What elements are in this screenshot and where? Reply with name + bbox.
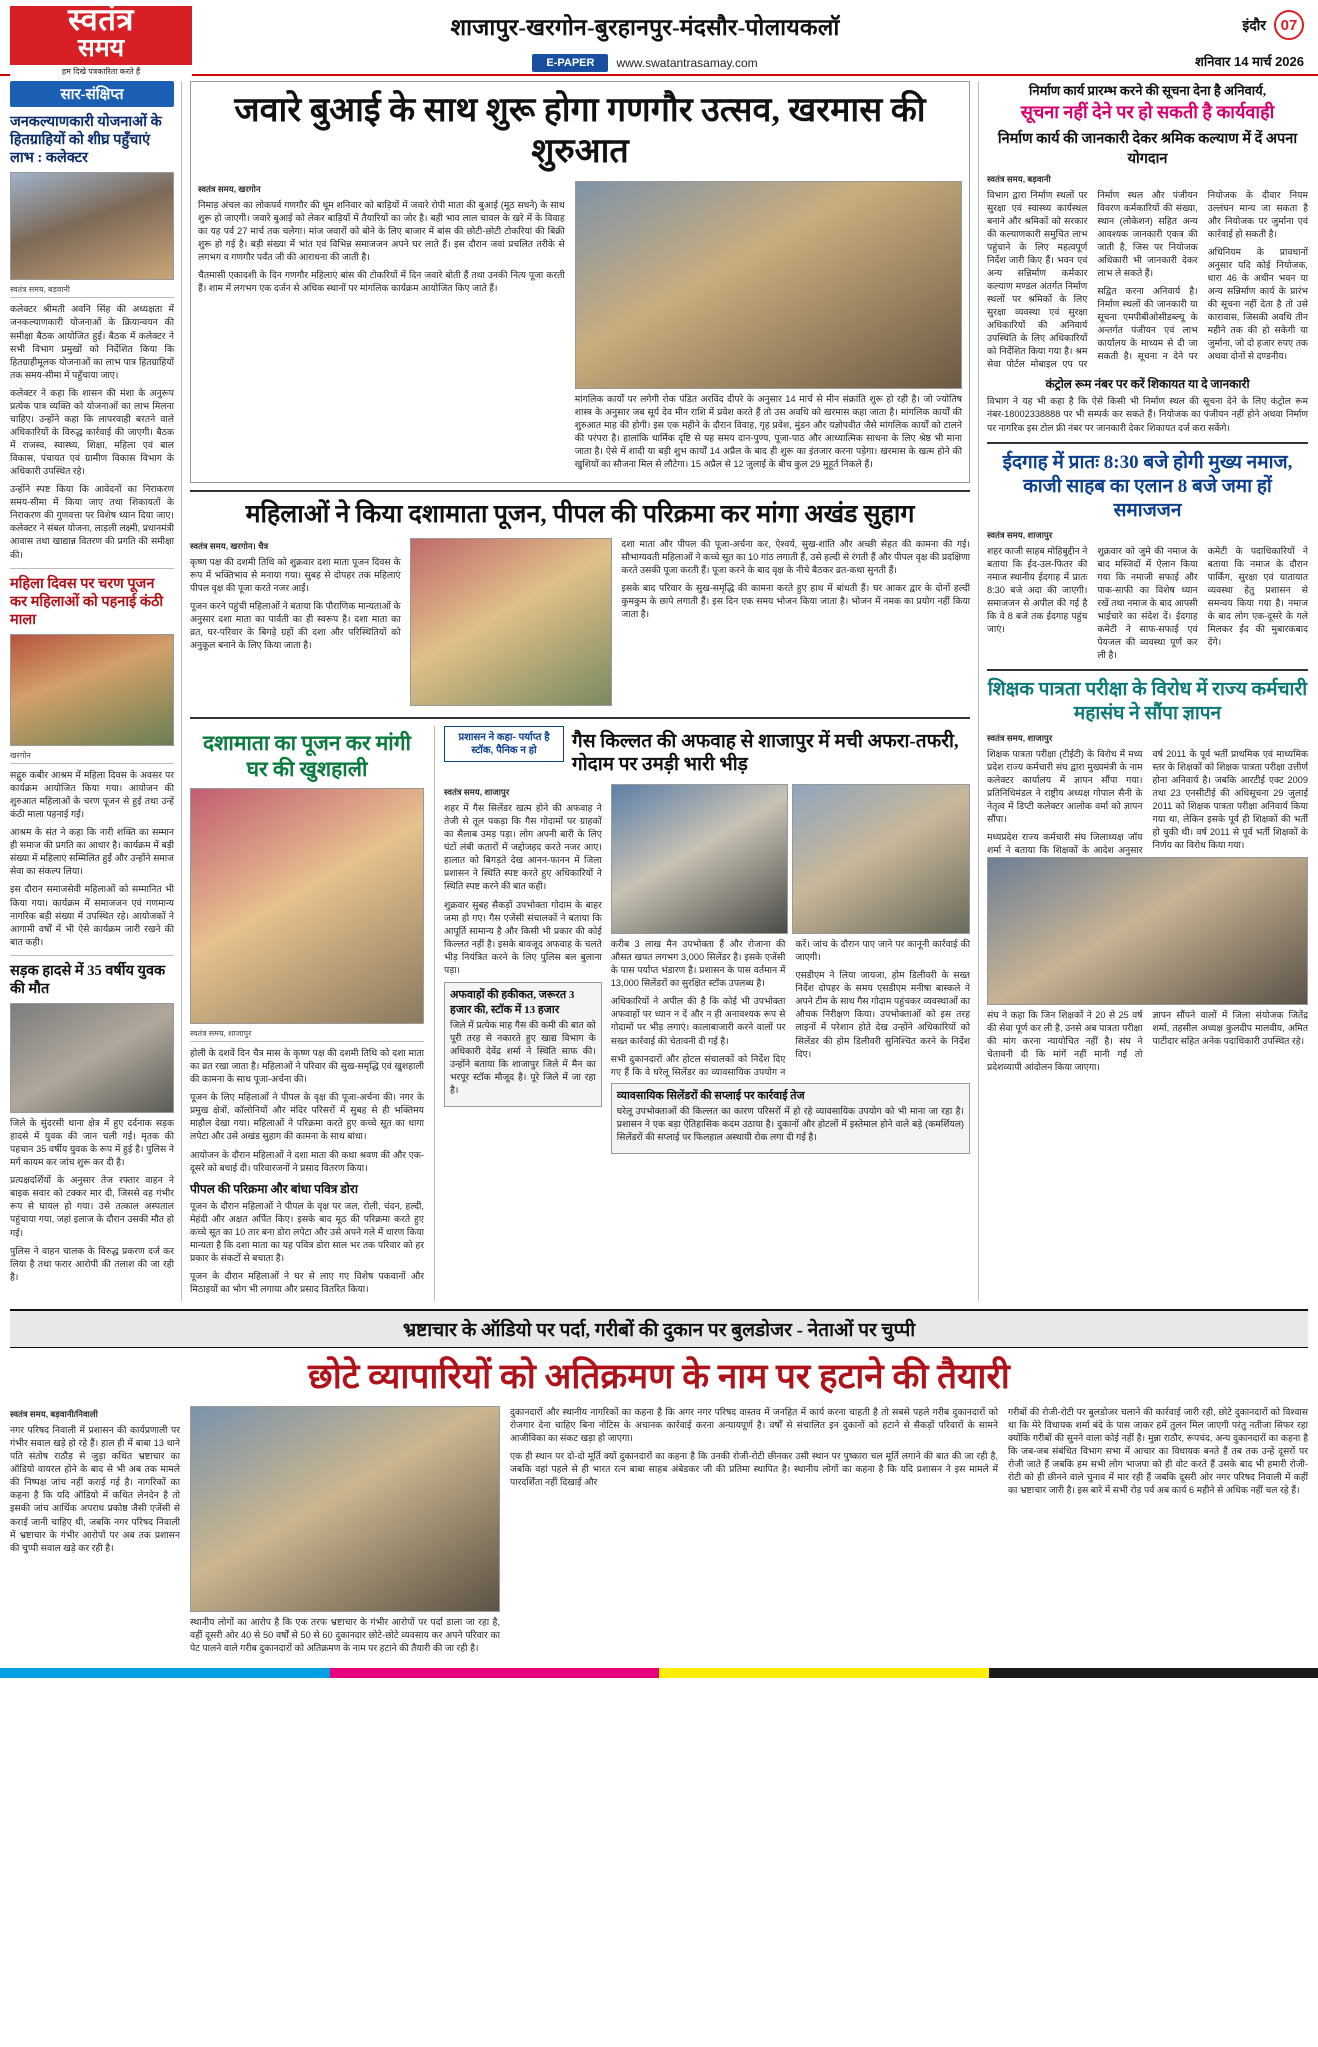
gas-para-3: करीब 3 लाख मैन उपभोक्ता हैं और रोजाना की औसत खपत लगभग 3,000 सिलेंडर है। इसके एजेंसी के पास पर्याप्त भंडारण है। प्रशासन के पास वर्तमान में 13,000 सिलेंडरों का सुरक्षित स्टॉक उपलब्ध है। (610, 939, 786, 989)
bottom-para-4: एक ही स्थान पर दो-दो मूर्ति क्यों दुकानदारों का कहना है कि उनकी रोजी-रोटी छीनकर उसी स्थान पर पुष्कारा चल मूर्ति लगाने की बात की जा रही है, जबकि वहां पहले से ही भारत रत्न बाबा साहब अंबेडकर जी की प्रतिमा स्थापित है। स्थानीय लोगों का कहना है कि यदि प्रशासन ने इस मामले में पारदर्शिता नहीं दिखाई और (510, 1451, 998, 1488)
gas-photo-1 (611, 784, 789, 934)
dashamata-headline: दशामाता का पूजन कर मांगी घर की खुशहाली (203, 730, 411, 781)
gas-para-6: एसडीएम ने लिया जायजा, होम डिलीवरी के सख्त निर्देश दोपहर के समय एसडीएम मनीषा बास्कले ने अपने टीम के साथ गैस गोदाम पहुंचकर व्यवस्थाओं का औचक निरीक्षण किया। उपभोक्ताओं को इस तरह लाइनों में परेशान होते देख उन्होंने अधिकारियों को सिलेंडर की होम डिलीवरी सुनिश्चित करने के निर्देश दिए। (795, 970, 970, 1059)
eidgah-story (987, 451, 1308, 663)
sidebar-column (10, 81, 182, 1301)
bottom-col-4 (1008, 1406, 1308, 1660)
nirman-subhead: निर्माण कार्य की जानकारी देकर श्रमिक कल्याण में दें अपना योगदान (997, 130, 1298, 167)
logo-tagline: हम दिखे पत्रकारिता करते हैं (10, 65, 192, 78)
eidgah-para-1: शहर काजी साहब मोहिबुद्दीन ने बताया कि ईद-उल-फितर की नमाज स्थानीय ईदगाह में प्रातः 8:30 बजे अदा की जाएगी। समाजजन से अपील की गई है कि वे 8 बजे तक ईदगाह पहुंच जाएं। (987, 545, 1088, 634)
nirman-para-3: अधिनियम के प्रावधानों अनुसार यदि कोई नियोजक, धारा 46 के अधीन भवन या अन्य सन्निर्माण कार्य के प्रारंभ की सूचना नहीं देता है तो उसे कारावास, जिसकी अवधि तीन महीने तक की हो सकेगी या जुर्माना, जो दो हजार रुपए तक अथवा दोनों से दण्डनीय। (1207, 246, 1308, 362)
dasha-para-1: कृष्ण पक्ष की दशमी तिथि को शुक्रवार दशा माता पूजन दिवस के रूप में भक्तिभाव से मनाया गया। सुबह से दोपहर तक महिलाएं पीपल वृक्ष की पूजा करते नजर आईं। (190, 556, 401, 593)
dasha-para-3: दशा माता और पीपल की पूजा-अर्चना कर, ऐश्वर्य, सुख-शांति और अच्छी सेहत की कामना की गई। सौभाग्यवती महिलाओं ने कच्चे सूत का 10 गांठ लगाती हैं, उसे हल्दी से रंगती हैं और पीपल वृक्ष की प्रदक्षिणा करते उसकी पूजा करती हैं। पूजा करने के बाद वृक्ष के नीचे बैठकर व्रत-कथा सुनती हैं। (621, 538, 970, 575)
lead-photo (575, 181, 962, 389)
bottom-col-1 (10, 1406, 180, 1660)
dasha-para-2: पूजन करने पहुंची महिलाओं ने बताया कि पौराणिक मान्यताओं के अनुसार दशा माता का पार्वती का ही स्वरूप है। दशा माता का व्रत, घर-परिवार के बिगड़े ग्रहों की दशा और परिस्थितियों को अनुकूल बनाने के लिए किया जाता है। (190, 600, 401, 650)
teacher-para-2: मध्यप्रदेश राज्य कर्मचारी संघ जिलाध्यक्ष जॉय शर्मा ने बताया कि शिक्षकों के आदेश अनुसार वर्ष 2011 के पूर्व भर्ती प्राथमिक एवं माध्यमिक स्तर के शिक्षकों को शिक्षक पात्रता परीक्षा उत्तीर्ण होना अनिवार्य है। जबकि आरटीई एक्ट 2009 तथा 23 एनसीटीई की अधिसूचना 29 जुलाई 2011 को शिक्षक पात्रता परीक्षा अनिवार्य किया गया था, लेकिन इसके पूर्व ही शिक्षकों की भर्ती हो चुकी थी। वर्ष 2011 से पूर्व भर्ती शिक्षकों के निर्णय का विरोध किया गया। (987, 748, 1308, 856)
dasha-para-4: इसके बाद परिवार के सुख-समृद्धि की कामना करते हुए हाथ में बांधती हैं। घर आकर द्वार के दोनों हल्दी कुमकुम के छापे लगाती हैं। इस दिन एक समय भोजन किया जाता है। भोजन में नमक का प्रयोग नहीं किया जाता है। (621, 582, 970, 619)
divider (190, 717, 970, 719)
sidebar-article-3 (10, 962, 174, 1284)
control-room-head: कंट्रोल रूम नंबर पर करें शिकायत या दे जानकारी (1045, 377, 1250, 392)
lead-para-2: चैतमासी एकादशी के दिन गणगौर महिलाएं बांस की टोकरियों में दिन जवारे बोती हैं तथा उनकी नित्य पूजा करती हैं। शाम में लगभग एक दर्जन से अधिक स्थानों पर मांगलिक कार्यक्रम आयोजित किए जाते हैं। (198, 270, 565, 294)
sidebar-article-3-para-3: पुलिस ने वाहन चालक के विरुद्ध प्रकरण दर्ज कर लिया है तथा फरार आरोपी की तलाश की जा रही है। (10, 1245, 174, 1282)
bottom-para-3: दुकानदारों और स्थानीय नागरिकों का कहना है कि अगर नगर परिषद वास्तव में जनहित में कार्य करना चाहती है तो सबसे पहले गरीब दुकानदारों को रोजगार देना चाहिए बिना नोटिस के अचानक कार्रवाई करना अन्यायपूर्ण है। वर्षों से संचालित इन दुकानों को हटाने से सैकड़ों परिवारों के सामने आजीविका का संकट खड़ा हो जाएगा। (510, 1407, 998, 1444)
dasha-byline: स्वतंत्र समय, खरगोन। चैत्र (190, 540, 269, 551)
sidebar-article-1 (10, 113, 174, 562)
sidebar-article-2-para-2: आश्रम के संत ने कहा कि नारी शक्ति का सम्मान ही समाज की प्रगति का आधार है। कार्यक्रम में बड़ी संख्या में महिलाएं सम्मिलित हुईं और उन्होंने समाज सेवा का संकल्प लिया। (10, 827, 174, 877)
registration-color-bar (0, 1668, 1318, 1678)
control-room-body: विभाग ने यह भी कहा है कि ऐसे किसी भी निर्माण स्थल की सूचना देने के लिए कंट्रोल रूम नंबर-18002338888 पर भी सम्पर्क कर सकते हैं। नियोजक का पंजीयन नहीं होने अथवा निर्माण पर नागरिक इस टोल फ्री नंबर पर जानकारी देकर शिकायत दर्ज करा सकेंगे। (987, 396, 1308, 433)
nirman-para-2: सद्वित करना अनिवार्य है। निर्माण स्थलों की जानकारी या सूचना एमपीबीओसीडब्ल्यू के अन्तर्गत पंजीयन एवं लाभ कार्यालय के माध्यम से दी जा सकती है। सूचना न देने पर नियोजक के दीवार नियम उल्लंघन मान्य जा सकता है और नियोजक पर जुर्माना एवं कार्रवाई हो सकती है। (1097, 189, 1308, 362)
gas-kicker: प्रशासन ने कहा- पर्याप्त है स्टॉक, पैनिक न हो (444, 726, 564, 762)
bottom-byline: स्वतंत्र समय, बड़वानी/निवाली (10, 1409, 98, 1420)
sidebar-article-1-para-1: कलेक्टर श्रीमती अवनि सिंह की अध्यक्षता में जनकल्याणकारी योजनाओं के क्रियान्वयन की समीक्षा बैठक आयोजित हुई। बैठक में कलेक्टर ने सभी विभाग प्रमुखों को निर्देशित किया कि हितग्राहीमूलक योजनाओं का लाभ पात्र हितग्राहियों तक समय-सीमा में पहुँचाया जाए। (10, 304, 174, 380)
epaper-badge[interactable]: E-PAPER (532, 54, 608, 72)
section-banner: भ्रष्टाचार के ऑडियो पर पर्दा, गरीबों की दुकान पर बुलडोजर - नेताओं पर चुप्पी (10, 1309, 1308, 1348)
dashamata-para-2: पूजन के लिए महिलाओं ने पीपल के वृक्ष की पूजा-अर्चना की। नगर के प्रमुख क्षेत्रों, कॉलोनियों और मंदिर परिसरों में सुबह से ही भक्तिमय माहौल देखा गया। महिलाओं ने परिक्रमा करते हुए कच्चे सूत का धागा लपेटा और उसे अखंड सुहाग की कामना के साथ बांधा। (190, 1092, 424, 1142)
masthead-right (1098, 6, 1308, 74)
edition-line: शाजापुर-खरगोन-बुरहानपुर-मंदसौर-पोलायकलॉ (450, 15, 840, 40)
sidebar-article-1-caption: स्वतंत्र समय, बड़वानी (10, 284, 174, 298)
eidgah-para-2: शुक्रवार को जुमे की नमाज के बाद मस्जिदों में ऐलान किया गया कि नमाजी सफाई और पाक-साफी का विशेष ध्यान रखें तथा नमाज के बाद आपसी भाईचारे का संदेश दें। ईदगाह कमेटी ने साफ-सफाई एवं पेयजल की व्यवस्था पूर्ण कर ली है। (1097, 545, 1198, 660)
gas-box-1-title: अफवाहों की हकीकत, जरूरत 3 हजार की, स्टॉक में 13 हजार (450, 988, 575, 1016)
nirman-para-1: विभाग द्वारा निर्माण स्थलों पर सुरक्षा एवं स्वास्थ्य कार्यस्थल बनाने और श्रमिकों को सरकार की कल्याणकारी समुचित लाभ पहुंचाने के लिए महत्वपूर्ण निर्देश जारी किए हैं। भवन एवं अन्य सन्निर्माण कर्मकार कल्याण मण्डल अंतर्गत निर्माण स्थलों पर श्रमिकों के लिए सुरक्षा व्यवस्था एवं सुरक्षा अधिकारियों की अनिवार्य उपस्थिति के लिए अधिकारियों को निर्देशित किया गया है। श्रम सेवा पोर्टल मोबाइल एप पर निर्माण स्थल और पंजीयन विवरण कर्मकारियों की संख्या, स्थान (लोकेशन) सहित अन्य आवश्यक जानकारी एकत्र की जाती है, जिस पर नियोजक अधिकारी भी जानकारी देकर लाभ ले सकते हैं। (987, 189, 1198, 370)
gas-box-1-body: जिले में प्रत्येक माह गैस की कमी की बात को पूरी तरह से नकारते हुए खाद्य विभाग के अधिकारी देवेंद्र शर्मा ने स्थिति साफ की। उन्होंने बताया कि शाजापुर जिले में मैन का भरपूर स्टॉक मौजूद है। पूरे जिले में जा रहा है। (450, 1019, 596, 1096)
sidebar-section-title: सार-संक्षिप्त (10, 81, 174, 107)
gas-para-5: सभी दुकानदारों और होटल संचालकों को निर्देश दिए गए हैं कि वे घरेलू सिलेंडर का व्यावसायिक उपयोग न करें। जांच के दौरान पाए जाने पर कानूनी कार्रवाई की जाएगी। (610, 939, 970, 1077)
divider (987, 669, 1308, 671)
teacher-para-4: ज्ञापन सौंपने वालों में जिला संयोजक जितेंद्र शर्मा, तहसील अध्यक्ष कुलदीप मालवीय, अमित पाटीदार सहित अनेक पदाधिकारी उपस्थित रहे। (1152, 1010, 1308, 1047)
sidebar-article-3-title: सड़क हादसे में 35 वर्षीय युवक की मौत (10, 962, 166, 997)
main-column (182, 81, 978, 1301)
peepal-para-1: पूजन के दौरान महिलाओं ने पीपल के वृक्ष पर जल, रोली, चंदन, हल्दी, मेहंदी और अक्षत अर्पित किए। इसके बाद मूठ की परिक्रमा करते हुए कच्चे सूत का 10 तार बना डोरा लपेटा और उसे अपने गले में धारण किया मान्यता है कि दशा माता का यह पवित्र डोरा साल भर तक परिवार को हर प्रकार के संकटों से बचाता है। (190, 1200, 424, 1263)
dashamata-caption: स्वतंत्र समय, शाजापुर (190, 1028, 424, 1042)
sidebar-article-1-para-2: कलेक्टर ने कहा कि शासन की मंशा के अनुरूप प्रत्येक पात्र व्यक्ति को योजनाओं का लाभ मिलना चाहिए। उन्होंने कहा कि लापरवाही बरतने वाले अधिकारियों के विरुद्ध कार्रवाई की जाएगी। बैठक में राजस्व, स्वास्थ्य, शिक्षा, महिला एवं बाल विकास, पंचायत एवं ग्रामीण विकास विभाग के अधिकारी उपस्थित रहे। (10, 387, 174, 477)
gas-box-2-body: घरेलू उपभोक्ताओं की किल्लत का कारण परिसरों में हो रहे व्यावसायिक उपयोग को भी माना जा रहा है। प्रशासन ने एक बड़ा ऐतिहासिक कदम उठाया है। दुकानों और होटलों में इस्तेमाल होने वाले बड़े (कमर्शियल) सिलेंडरों की सप्लाई पर फिलहाल अस्थायी रोक लगा दी गई है। (616, 1105, 964, 1142)
lead-story (190, 81, 970, 483)
page-content (0, 76, 1318, 1301)
divider (987, 442, 1308, 444)
gas-para-2: शुक्रवार सुबह सैकड़ों उपभोक्ता गोदाम के बाहर जमा हो गए। गैस एजेंसी संचालकों ने बताया कि आपूर्ति सामान्य है और किसी भी प्रकार की कोई किल्लत नहीं है। इसके बावजूद अफवाह के चलते भीड़ नियंत्रित करने के लिए पुलिस बल बुलाना पड़ा। (444, 899, 602, 975)
sidebar-article-2-photo (10, 634, 174, 746)
gas-box-1 (444, 982, 602, 1107)
nirman-headline: सूचना नहीं देने पर हो सकती है कार्यवाही (1020, 102, 1275, 122)
nirman-byline: स्वतंत्र समय, बड़वानी (987, 173, 1051, 184)
teacher-story (987, 678, 1308, 1074)
nirman-story (987, 81, 1308, 435)
right-column (978, 81, 1308, 1301)
publication-date: शनिवार 14 मार्च 2026 (1195, 54, 1304, 69)
dasha-story (190, 499, 970, 709)
city-and-page (1242, 10, 1304, 40)
reg-magenta (330, 1668, 660, 1678)
lead-headline: जवारे बुआई के साथ शुरू होगा गणगौर उत्सव, खरमास की शुरुआत (234, 92, 926, 171)
page-number: 07 (1274, 10, 1304, 40)
reg-cyan (0, 1668, 330, 1678)
eidgah-para-3: कमेटी के पदाधिकारियों ने बताया कि नमाज के दौरान पार्किंग, सुरक्षा एवं यातायात व्यवस्था हेतु प्रशासन से समन्वय किया गया है। नमाज के बाद लोग एक-दूसरे के गले मिलकर ईद की मुबारकबाद देंगे। (1207, 545, 1308, 647)
gas-para-4: अधिकारियों ने अपील की है कि कोई भी उपभोक्ता अफवाहों पर ध्यान न दें और न ही अनावश्यक रूप से गोदामों पर भीड़ लगाएं। कालाबाजारी करने वालों पर सख्त कार्रवाई की चेतावनी दी गई है। (610, 996, 786, 1046)
teacher-byline: स्वतंत्र समय, शाजापुर (987, 732, 1053, 743)
divider (190, 490, 970, 492)
reg-black (989, 1668, 1318, 1678)
lead-para-1: निमाड़ अंचल का लोकपर्व गणगौर की धूम शनिवार को बाड़ियों में जवारे रोपी माता की बुआई (मूठ सधने) के साथ शुरू हो जाएगी। जवारे बुआई को लेकर बाड़ियों में तैयारियों का जोर है। बही भाव लाल चावल के खरे में के विवाह का यह पर्व 27 मार्च तक चलेगा। मांज जवारों को बोने के लिए बाजार में बांस की छोटी-छोटी टोकरियां की बिक्री शुरू हो गई है। बड़ी संख्या में भांत एवं विभिन्न समाजजन अपने घर लाते हैं। इस दौरान जवां प्रचलित तरीके से लगभग व गणगौर पर्वंत जी की आराधना की जाती है। (198, 199, 565, 263)
gas-story (434, 726, 970, 1302)
bottom-photo (190, 1406, 500, 1612)
teacher-photo (987, 857, 1308, 1005)
nirman-kicker: निर्माण कार्य प्रारम्भ करने की सूचना देना है अनिवार्य, (1029, 83, 1266, 98)
dashamata-para-3: आयोजन के दौरान महिलाओं ने दशा माता की कथा श्रवण की और एक-दूसरे को बधाई दी। परिवारजनों ने प्रसाद वितरण किया। (190, 1149, 424, 1173)
epaper-row (532, 54, 757, 72)
gas-box-2 (611, 1083, 970, 1154)
gas-photo-2 (792, 784, 970, 934)
bottom-story (0, 1356, 1318, 1660)
sidebar-article-2-para-3: इस दौरान समाजसेवी महिलाओं को सम्मानित भी किया गया। कार्यक्रम में समाजजन एवं गणमान्य नागरिक बड़ी संख्या में उपस्थित रहे। आयोजकों ने आगामी वर्षों में भी ऐसे कार्यक्रम जारी रखने की बात कही। (10, 884, 174, 947)
sidebar-article-1-para-3: उन्होंने स्पष्ट किया कि आवेदनों का निराकरण समय-सीमा में किया जाए तथा शिकायतों के निराकरण की गुणवत्ता पर विशेष ध्यान दिया जाए। कलेक्टर ने संबल योजना, लाड़ली लक्ष्मी, प्रधानमंत्री आवास तथा खाद्यान्न वितरण की प्रगति की समीक्षा की। (10, 484, 174, 560)
masthead (0, 0, 1318, 76)
newspaper-logo (10, 1, 192, 77)
sidebar-article-3-para-1: जिले के सुंदरसी थाना क्षेत्र में हुए दर्दनाक सड़क हादसे में युवक की जान चली गई। मृतक की पहचान 35 वर्षीय युवक के रूप में हुई है। पुलिस ने मर्ग कायम कर जांच शुरू कर दी है। (10, 1118, 174, 1168)
dasha-photo (410, 538, 613, 706)
logo-title-line1: स्वतंत्र (67, 1, 135, 37)
gas-para-1: शहर में गैस सिलेंडर खत्म होने की अफवाह ने तेजी से तूल पकड़ा कि गैस गोदामों पर ग्राहकों का सैलाब उमड़ पड़ा। लोग अपनी बारी के लिए घंटों लंबी कतारों में जद्दोजहद करते नजर आए। हालात को बिगड़ते देख आनन-फानन में जिला प्रशासन ने स्थिति स्पष्ट करते हुए अधिकारियों ने स्थिति स्पष्ट करने की बात कही। (444, 803, 602, 892)
dashamata-shajapur-story (190, 726, 424, 1302)
reg-yellow (659, 1668, 989, 1678)
lead-para-3: मांगलिक कार्यों पर लगेगी रोक पंडित अरविंद दीपरे के अनुसार 14 मार्च से मीन संक्रांति शुरू हो रही है। जो ज्योतिष शास्त्र के अनुसार जब सूर्य देव मीन राशि में प्रवेश करते हैं तो उस अवधि को खरमास कहा जाता है। मांगलिक कार्यों की शुरुआत माह की होगी। इस एक महीने के दौरान विवाह, गृह प्रवेश, मुंडन और यज्ञोपवीत जैसे मांगलिक कार्यों को टालने की परंपरा है। हालांकि धार्मिक दृष्टि से यह समय दान-पुण्य, पूजा-पाठ और आध्यात्मिक साधना के लिए श्रेष्ठ भी माना जाता है। ऐसे में शादी या बड़ी शुभ कार्यों 14 अप्रैल के बाद ही शुरू का इंतजार करना पड़ेगा। खरमास के खत्म होने की खुशियों का सौजना मिल से लौटेगा। 15 अप्रैल से 12 जुलाई के बीच कुल 29 मुहूर्त निकले हैं। (574, 393, 962, 470)
logo-title-line2: समय (77, 34, 125, 62)
eidgah-headline: ईदगाह में प्रातः 8:30 बजे होगी मुख्य नमाज, काजी साहब का एलान 8 बजे जमा हों समाजजन (1002, 451, 1293, 522)
city-name: इंदौर (1242, 16, 1266, 33)
sidebar-article-1-photo (10, 172, 174, 280)
sidebar-article-2-caption: खरगोन (10, 750, 174, 764)
bottom-para-5: गरीबों की रोजी-रोटी पर बुलडोजर चलाने की कार्रवाई जारी रही, छोटे दुकानदारों को विश्वास था कि मेरे विधायक शर्मा बंदे के पास जाकर हमें तुलन मिल जाएगी परंतु नतीजा सिफर रहा क्योंकि गरीबों की सुनने वाला कोई नहीं है। मुन्ना राठौर, रूपचंद, अन्य दुकानदारों का कहना है कि जब-जब संबंधित विभाग सभा में आचार का विधायक बनते हैं तब तक उन्हें दूसरों पर रोजी जाते हैं जबकि हम सभी लोग भाजपा को ही वोट करते हैं उसके बाद भी हमारी रोजी-रोटी को ही छीनने वाले चुनाव में मार रही हैं जबकि दूसरी ओर नगर परिषद निवाली में कहीं का भ्रष्टाचार जारी है। इस बारे में सभी रोड़ पर्व अब कार्य 6 महीने से अधिक नहीं चल रहे हैं। (1008, 1407, 1308, 1496)
gas-headline: गैस किल्लत की अफवाह से शाजापुर में मची अफरा-तफरी, गोदाम पर उमड़ी भारी भीड़ (572, 730, 959, 776)
divider (10, 568, 174, 569)
lead-byline: स्वतंत्र समय, खरगोन (198, 183, 261, 194)
teacher-para-1: शिक्षक पात्रता परीक्षा (टीईटी) के विरोध में मध्य प्रदेश राज्य कर्मचारी संघ द्वारा मुख्यमंत्री के नाम कलेक्टर कार्यालय में ज्ञापन सौंपा गया। प्रतिनिधिमंडल ने राष्ट्रीय अध्यक्ष गोपाल सैनी के नेतृत्व में डिप्टी कलेक्टर आलोक वर्मा को ज्ञापन सौंपा। (987, 748, 1143, 824)
sidebar-article-1-title: जनकल्याणकारी योजनाओं के हितग्राहियों को शीघ्र पहुँचाएं लाभ : कलेक्टर (10, 114, 162, 167)
dashamata-para-1: होली के दशवें दिन चैत्र मास के कृष्ण पक्ष की दशमी तिथि को दशा माता का व्रत रखा जाता है। महिलाओं ने परिवार की सुख-समृद्धि एवं खुशहाली की कामना के साथ पूजा-अर्चना की। (190, 1048, 424, 1085)
peepal-para-2: पूजन के दौरान महिलाओं ने घर से लाए गए विशेष पकवानों और मिठाइयों का भोग भी लगाया और प्रसाद वितरित किया। (190, 1270, 424, 1294)
peepal-subhead: पीपल की परिक्रमा और बांधा पवित्र डोरा (190, 1181, 358, 1196)
dashamata-photo (190, 788, 424, 1024)
divider (10, 955, 174, 956)
bottom-headline: छोटे व्यापारियों को अतिक्रमण के नाम पर हटाने की तैयारी (308, 1357, 1010, 1397)
sidebar-article-3-para-2: प्रत्यक्षदर्शियों के अनुसार तेज रफ्तार वाहन ने बाइक सवार को टक्कर मार दी, जिससे वह गंभीर रूप से घायल हो गया। उसे तत्काल अस्पताल पहुंचाया गया, जहां इलाज के दौरान उसकी मौत हो गई। (10, 1175, 174, 1238)
epaper-url[interactable]: www.swatantrasamay.com (616, 56, 758, 70)
sidebar-article-2-para-1: सद्गुरु कबीर आश्रम में महिला दिवस के अवसर पर कार्यक्रम आयोजित किया गया। आयोजन की शुरुआत महिलाओं के चरण पूजन से हुई तथा उन्हें कंठी माला पहनाई गई। (10, 769, 174, 820)
teacher-headline: शिक्षक पात्रता परीक्षा के विरोध में राज्य कर्मचारी महासंघ ने सौंपा ज्ञापन (987, 679, 1308, 725)
bottom-para-1: नगर परिषद निवाली में प्रशासन की कार्यप्रणाली पर गंभीर सवाल खड़े हो रहे हैं। हाल ही में बाबा 13 थाने पति संतोष राठौड़ से जुड़ा कथित भ्रष्टाचार का ऑडियो वायरल होने के बाद से भी अब तक मामले की निष्पक्ष जांच नहीं कराई गई है। नागरिकों का कहना है कि यदि ऑडियो में कथित लेनदेन है तो इसकी जांच आर्थिक अपराध प्रकोष्ठ जैसी एजेंसी से कराई जानी चाहिए थी, जबकि नगर परिषद निवाली में भ्रष्टाचार के गंभीर आरोपों पर अब तक प्रशासन की चुप्पी सवाल खड़े कर रही है। (10, 1425, 180, 1553)
sidebar-article-2-title: महिला दिवस पर चरण पूजन कर महिलाओं को पहनाई कंठी माला (10, 575, 164, 628)
bottom-col-2 (190, 1406, 500, 1660)
mid-lower-row (190, 726, 970, 1302)
sidebar-article-2 (10, 575, 174, 949)
gas-byline: स्वतंत्र समय, शाजापुर (444, 787, 510, 798)
teacher-para-3: संघ ने कहा कि जिन शिक्षकों ने 20 से 25 वर्ष की सेवा पूर्ण कर ली है, उनसे अब पात्रता परीक्षा की मांग करना न्यायोचित नहीं है। संघ ने चेतावनी दी कि मांगें नहीं मानी गईं तो प्रदेशव्यापी आंदोलन किया जाएगा। (987, 1010, 1143, 1073)
sidebar-article-3-photo (10, 1003, 174, 1113)
gas-box-2-title: व्यावसायिक सिलेंडरों की सप्लाई पर कार्रवाई तेज (616, 1089, 805, 1102)
dasha-headline: महिलाओं ने किया दशामाता पूजन, पीपल की परिक्रमा कर मांगा अखंड सुहाग (245, 501, 915, 529)
bottom-col-3 (510, 1406, 998, 1660)
bottom-para-2: स्थानीय लोगों का आरोप है कि एक तरफ भ्रष्टाचार के गंभीर आरोपों पर पर्दा डाला जा रहा है, वहीं दूसरी ओर 40 से 50 वर्षों से 50 से 60 दुकानदार छोटे-छोटे व्यवसाय कर अपने परिवार का पेट पालने वाले गरीब दुकानदारों को अतिक्रमण के नाम पर हटाने की तैयारी की जा रही है। (190, 1617, 500, 1654)
eidgah-byline: स्वतंत्र समय, शाजापुर (987, 529, 1053, 540)
masthead-center (192, 6, 1098, 74)
